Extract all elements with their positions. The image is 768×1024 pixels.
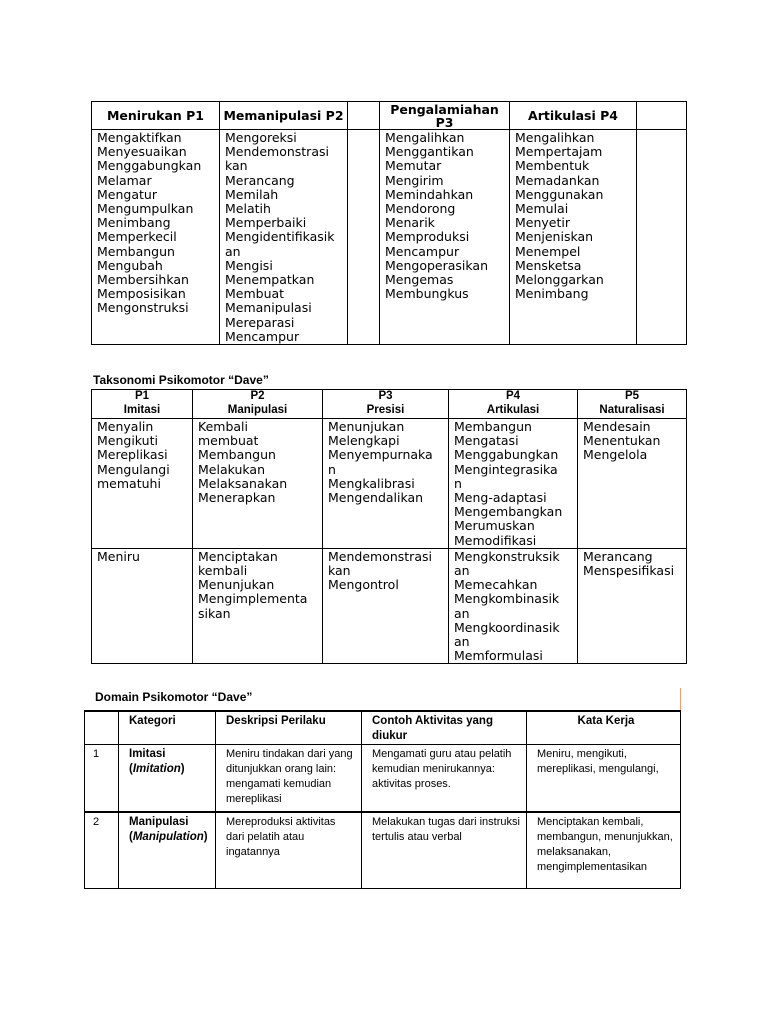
- table1-cell-p3: [380, 130, 510, 345]
- verb-item: Memulai: [515, 201, 569, 217]
- level-code: P4: [505, 390, 521, 402]
- kategori-cell: Imitasi (Imitation): [119, 745, 216, 813]
- verb-item: Memproduksi: [385, 229, 470, 245]
- verb-item: Memformulasi: [454, 648, 543, 664]
- verb-item: Melakukan: [198, 461, 265, 477]
- verb-item: Mengulangi: [97, 461, 170, 477]
- verb-item: Merumuskan: [454, 518, 535, 534]
- verb-item: Memposisikan: [97, 286, 186, 302]
- verb-item: Menunjukan: [198, 577, 275, 593]
- level-code: P3: [378, 390, 393, 402]
- table2-cell: [578, 419, 687, 549]
- verb-item: Mengalihkan: [385, 130, 465, 145]
- verb-item: mematuhi: [97, 475, 161, 491]
- table2-cell: [193, 419, 323, 549]
- verb-item: Membangun: [198, 447, 276, 463]
- verb-item: Memilah: [225, 186, 279, 202]
- verb-item: membuat: [198, 433, 259, 449]
- verb-item: Merancang: [583, 548, 653, 564]
- verb-item: Memadankan: [515, 172, 600, 188]
- verb-item: Mengintegrasika n: [454, 461, 558, 491]
- verb-item: Melamar: [97, 172, 152, 188]
- verb-item: Menyesuaikan: [97, 144, 187, 160]
- verb-item: Menyalin: [97, 419, 154, 434]
- verb-item: Mengirim: [385, 172, 444, 188]
- verb-item: Menimbang: [97, 215, 171, 231]
- table2-header-p3: [323, 390, 449, 419]
- table3-header-deskripsi: Deskripsi Perilaku: [216, 711, 362, 745]
- row-number: 1: [85, 745, 119, 813]
- verb-item: Mereplikasi: [97, 447, 168, 463]
- level-name: Naturalisasi: [599, 403, 665, 416]
- verb-item: Membangun: [97, 243, 175, 259]
- verb-item: Mengendalikan: [328, 490, 424, 506]
- verb-item: Memperbaiki: [225, 215, 307, 231]
- table1-header-p4: Artikulasi P4: [510, 102, 637, 130]
- table2-header-p1: [92, 390, 193, 419]
- verb-table-1: [91, 101, 687, 345]
- verb-item: Membungkus: [385, 286, 469, 302]
- verb-item: Mendemonstrasi kan: [328, 548, 432, 579]
- table2-cell: [92, 548, 193, 664]
- verb-item: Mengembangkan: [454, 504, 563, 520]
- verb-item: Menentukan: [583, 433, 661, 449]
- verb-item: Mengikuti: [97, 433, 158, 449]
- contoh-cell: Melakukan tugas dari instruksi tertulis atau verbal: [362, 812, 527, 889]
- taxonomy-table: [91, 389, 687, 664]
- table3-header-no: [85, 711, 119, 745]
- verb-item: Mengidentifikasik an: [225, 229, 335, 259]
- verb-item: Mengimplementa sikan: [198, 591, 308, 621]
- verb-item: Mengisi: [225, 257, 273, 273]
- kategori-english: Manipulation: [132, 831, 204, 843]
- table2-cell: [323, 548, 449, 664]
- verb-item: Membentuk: [515, 158, 590, 174]
- level-name: Presisi: [366, 403, 405, 416]
- verb-item: Mereparasi: [225, 314, 295, 330]
- verb-item: Memutar: [385, 158, 442, 174]
- verb-item: Menspesifikasi: [583, 563, 675, 579]
- table1-header-p3: Pengalamiahan P3: [380, 102, 510, 130]
- verb-item: Mengaktifkan: [97, 130, 182, 145]
- contoh-cell: Mengamati guru atau pelatih kemudian menirukannya: aktivitas proses.: [362, 745, 527, 813]
- table1-header-row: [92, 102, 687, 130]
- verb-item: Mengelola: [583, 447, 648, 463]
- verb-item: Mendemonstrasi kan: [225, 144, 329, 174]
- kategori-english: Imitation: [132, 763, 181, 775]
- table2-cell: [193, 548, 323, 664]
- level-name: Imitasi: [123, 403, 161, 416]
- table2-caption: Taksonomi Psikomotor “Dave”: [93, 373, 269, 387]
- kategori-name: Manipulasi: [129, 816, 189, 828]
- verb-item: Menunjukan: [328, 419, 405, 434]
- verb-item: Kembali: [198, 419, 248, 434]
- verb-item: Melonggarkan: [515, 272, 604, 288]
- verb-item: Membersihkan: [97, 272, 189, 288]
- verb-item: Mengoperasikan: [385, 257, 488, 273]
- table1-cell-p1: [92, 130, 220, 345]
- verb-item: Menggunakan: [515, 186, 604, 202]
- table1-cell-p2: [220, 130, 348, 345]
- verb-item: Menimbang: [515, 286, 589, 302]
- verb-item: Mengoreksi: [225, 130, 297, 145]
- level-code: P2: [250, 390, 265, 402]
- verb-item: Memindahkan: [385, 186, 474, 202]
- table1-body-row: [92, 130, 687, 345]
- verb-item: Memecahkan: [454, 577, 538, 593]
- table2-cell: [92, 419, 193, 549]
- table3-header-kata-kerja: Kata Kerja: [527, 711, 681, 745]
- table1-header-empty-1: [348, 102, 380, 130]
- table2-header-p4: [449, 390, 578, 419]
- verb-item: Menggabungkan: [454, 447, 559, 463]
- level-name: Artikulasi: [486, 403, 540, 416]
- table2-row-2: [92, 548, 687, 664]
- table3-header-kategori: Kategori: [119, 711, 216, 745]
- verb-item: Mengonstruksi: [97, 300, 189, 316]
- verb-item: Mengalihkan: [515, 130, 595, 145]
- table2-header-p5: [578, 390, 687, 419]
- verb-item: Memperkecil: [97, 229, 177, 245]
- level-name: Manipulasi: [227, 403, 288, 416]
- table1-header-p1: Menirukan P1: [92, 102, 220, 130]
- verb-item: Mengontrol: [328, 577, 399, 593]
- verb-item: Mengemas: [385, 272, 454, 288]
- table3-row-2: [85, 812, 681, 889]
- verb-item: Mensketsa: [515, 257, 582, 273]
- table2-row-1: [92, 419, 687, 549]
- table2-header-row: [92, 390, 687, 419]
- deskripsi-cell: Mereproduksi aktivitas dari pelatih atau ingatannya: [216, 812, 362, 889]
- verb-item: Membangun: [454, 419, 532, 434]
- table3-header-contoh: Contoh Aktivitas yang diukur: [362, 711, 527, 745]
- table1-cell-empty-1: [348, 130, 380, 345]
- table1-cell-p4: [510, 130, 637, 345]
- verb-item: Menjeniskan: [515, 229, 594, 245]
- verb-item: Memodifikasi: [454, 532, 537, 548]
- kata-kerja-cell: Meniru, mengikuti, mereplikasi, mengulangi,: [527, 745, 681, 813]
- kategori-name: Imitasi: [129, 748, 166, 760]
- row-number: 2: [85, 812, 119, 889]
- verb-item: Mengkonstruksik an: [454, 548, 560, 579]
- table1-cell-empty-2: [637, 130, 687, 345]
- verb-item: Menggabungkan: [97, 158, 202, 174]
- verb-item: Memanipulasi: [225, 300, 312, 316]
- verb-item: Mencampur: [225, 328, 300, 344]
- verb-item: Menarik: [385, 215, 435, 231]
- table3-caption: Domain Psikomotor “Dave”: [95, 690, 253, 704]
- verb-item: Melengkapi: [328, 433, 400, 449]
- verb-item: Menempatkan: [225, 272, 315, 288]
- table2-cell: [323, 419, 449, 549]
- table2-cell: [578, 548, 687, 664]
- verb-item: Meniru: [97, 548, 140, 564]
- deskripsi-cell: Meniru tindakan dari yang ditunjukkan orang lain: mengamati kemudian mereplikasi: [216, 745, 362, 813]
- verb-item: Menempel: [515, 243, 581, 259]
- verb-item: Mengatur: [97, 186, 157, 202]
- table1-header-empty-2: [637, 102, 687, 130]
- verb-item: kembali: [198, 563, 248, 579]
- verb-item: Menyempurnaka n: [328, 447, 433, 477]
- verb-item: Menciptakan: [198, 548, 278, 564]
- verb-item: Membuat: [225, 286, 285, 302]
- verb-item: Mengkoordinasik an: [454, 619, 560, 650]
- verb-item: Mengatasi: [454, 433, 519, 449]
- table2-cell: [449, 548, 578, 664]
- kata-kerja-cell: Menciptakan kembali, membangun, menunjukkan, melaksanakan, mengimplementasikan: [527, 812, 681, 889]
- verb-item: Mendesain: [583, 419, 651, 434]
- verb-item: Mengkalibrasi: [328, 475, 415, 491]
- verb-item: Mendorong: [385, 201, 456, 217]
- table2-cell: [449, 419, 578, 549]
- verb-item: Mencampur: [385, 243, 460, 259]
- verb-item: Mengubah: [97, 257, 163, 273]
- verb-item: Mengkombinasik an: [454, 591, 560, 621]
- verb-item: Menggantikan: [385, 144, 474, 160]
- table1-header-p2: Memanipulasi P2: [220, 102, 348, 130]
- table3-row-1: [85, 745, 681, 813]
- verb-item: Mempertajam: [515, 144, 603, 160]
- table3-header-row: [85, 711, 681, 745]
- verb-item: Meng-adaptasi: [454, 490, 547, 506]
- verb-item: Menyetir: [515, 215, 570, 231]
- verb-item: Merancang: [225, 172, 295, 188]
- level-code: P1: [134, 390, 150, 402]
- kategori-cell: Manipulasi (Manipulation): [119, 812, 216, 889]
- verb-item: Mengumpulkan: [97, 201, 194, 217]
- level-code: P5: [624, 390, 640, 402]
- domain-table: [84, 710, 681, 889]
- verb-item: Menerapkan: [198, 490, 276, 506]
- verb-item: Melaksanakan: [198, 475, 288, 491]
- verb-item: Melatih: [225, 201, 271, 217]
- table2-header-p2: [193, 390, 323, 419]
